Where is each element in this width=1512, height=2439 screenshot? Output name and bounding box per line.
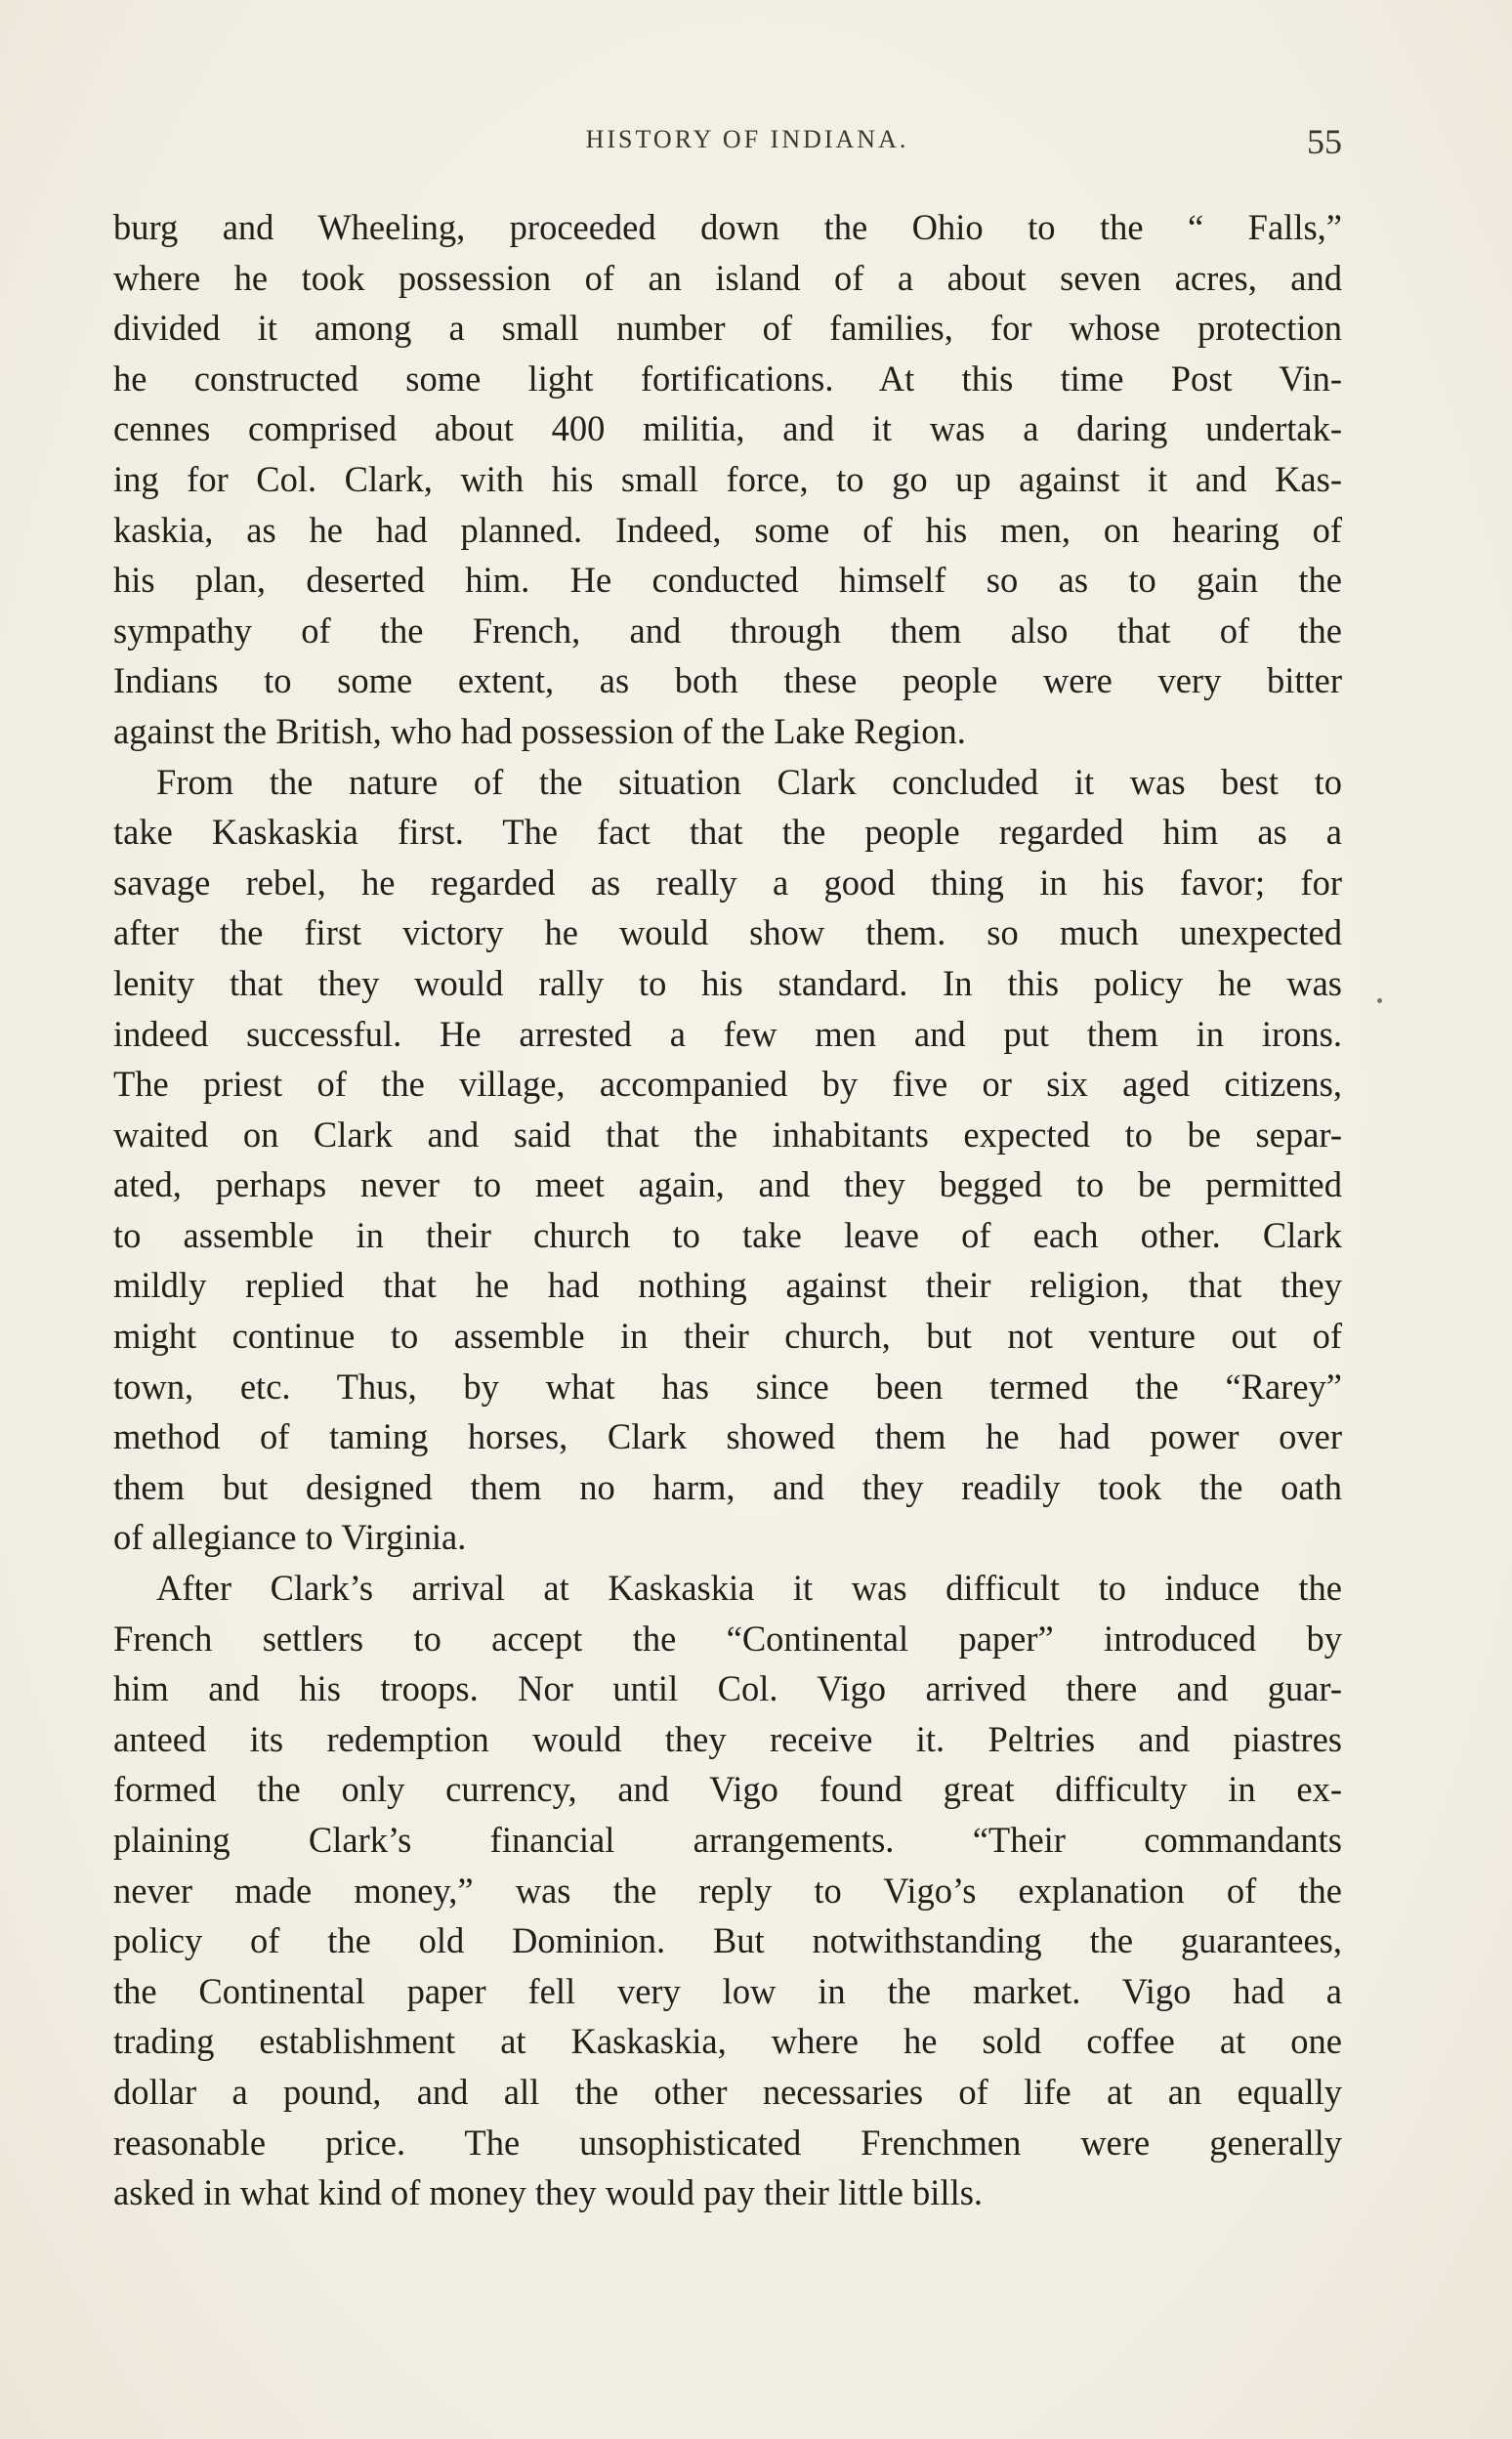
text-line: After Clark’s arrival at Kaskaskia it was difficult to induce the (156, 1568, 1342, 1609)
text-line: he constructed some light fortifications. At this time Post Vin- (113, 357, 1342, 399)
text-line: lenity that they would rally to his standard. In this policy he was (113, 962, 1342, 1003)
text-line: against the British, who had possession of the Lake Region. (113, 710, 966, 751)
text-line: Indians to some extent, as both these people were very bitter (113, 660, 1342, 701)
text-line: him and his troops. Nor until Col. Vigo arrived there and guar- (113, 1668, 1342, 1709)
text-line: where he took possession of an island of a about seven acres, and (113, 257, 1342, 298)
text-line: method of taming horses, Clark showed them he had power over (113, 1416, 1342, 1457)
text-line: policy of the old Dominion. But notwithstanding the guarantees, (113, 1920, 1342, 1961)
paragraph (113, 1563, 1342, 2218)
text-line: formed the only currency, and Vigo found great difficulty in ex- (113, 1769, 1342, 1810)
text-line: them but designed them no harm, and they readily took the oath (113, 1466, 1342, 1507)
print-speck (1377, 998, 1382, 1003)
text-line: reasonable price. The unsophisticated Frenchmen were generally (113, 2122, 1342, 2163)
text-line: trading establishment at Kaskaskia, where he sold coffee at one (113, 2021, 1342, 2062)
text-line: of allegiance to Virginia. (113, 1517, 467, 1558)
text-line: indeed successful. He arrested a few men and put them in irons. (113, 1013, 1342, 1054)
text-line: mildly replied that he had nothing against their religion, that they (113, 1265, 1342, 1306)
text-line: ing for Col. Clark, with his small force, to go up against it and Kas- (113, 458, 1342, 499)
text-line: divided it among a small number of families, for whose protection (113, 308, 1342, 349)
text-line: French settlers to accept the “Continental paper” introduced by (113, 1618, 1342, 1659)
text-line: plaining Clark’s financial arrangements. “Their commandants (113, 1820, 1342, 1860)
text-line: kaskia, as he had planned. Indeed, some of his men, on hearing of (113, 509, 1342, 550)
body-text (113, 202, 1342, 2218)
paragraph (113, 757, 1342, 1564)
page-number: 55 (1307, 122, 1342, 161)
running-title: HISTORY OF INDIANA. (585, 125, 909, 153)
text-line: savage rebel, he regarded as really a good thing in his favor; for (113, 862, 1342, 903)
page-header (113, 122, 1342, 168)
paragraph (113, 202, 1342, 757)
text-line: dollar a pound, and all the other necessaries of life at an equally (113, 2071, 1342, 2112)
text-line: anteed its redemption would they receive it. Peltries and piastres (113, 1718, 1342, 1759)
text-line: the Continental paper fell very low in the market. Vigo had a (113, 1970, 1342, 2011)
text-line: his plan, deserted him. He conducted himself so as to gain the (113, 560, 1342, 601)
text-line: burg and Wheeling, proceeded down the Ohio to the “ Falls,” (113, 207, 1342, 247)
text-line: town, etc. Thus, by what has since been termed the “Rarey” (113, 1366, 1342, 1407)
text-line: waited on Clark and said that the inhabitants expected to be separ- (113, 1114, 1342, 1155)
text-line: sympathy of the French, and through them also that of the (113, 610, 1342, 651)
text-line: to assemble in their church to take leave of each other. Clark (113, 1214, 1342, 1255)
text-line: take Kaskaskia first. The fact that the people regarded him as a (113, 812, 1342, 853)
text-line: might continue to assemble in their church, but not venture out of (113, 1316, 1342, 1357)
text-line: after the first victory he would show them. so much unexpected (113, 912, 1342, 953)
text-line: never made money,” was the reply to Vigo’s explanation of the (113, 1870, 1342, 1911)
text-line: asked in what kind of money they would pay their little bills. (113, 2172, 984, 2213)
text-line: cennes comprised about 400 militia, and it was a daring undertak- (113, 408, 1342, 449)
text-line: ated, perhaps never to meet again, and they begged to be permitted (113, 1164, 1342, 1205)
text-line: From the nature of the situation Clark concluded it was best to (156, 761, 1342, 802)
text-line: The priest of the village, accompanied by five or six aged citizens, (113, 1064, 1342, 1105)
